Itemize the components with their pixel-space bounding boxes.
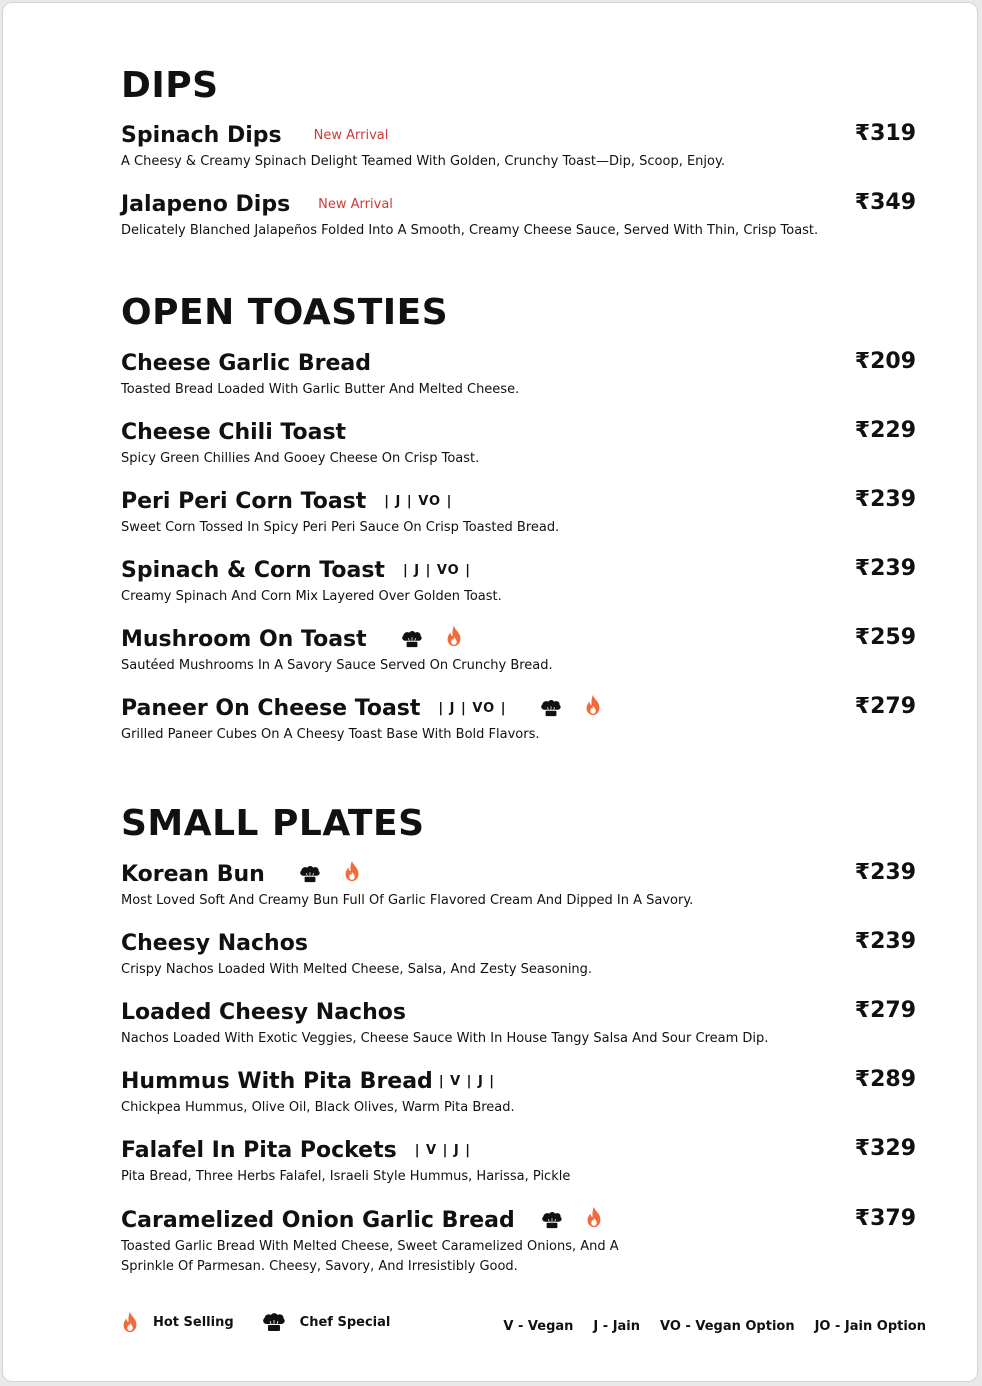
- item-description: Nachos Loaded With Exotic Veggies, Cheese Sauce With In House Tangy Salsa And Sour Cream Dip.: [121, 1031, 769, 1046]
- item-name: Hummus With Pita Bread: [121, 1068, 433, 1094]
- legend-vegan: V - Vegan: [503, 1319, 574, 1334]
- item-name: Cheesy Nachos: [121, 930, 308, 956]
- item-price: ₹279: [854, 694, 916, 719]
- item-name: Mushroom On Toast: [121, 626, 367, 652]
- new-arrival-badge: New Arrival: [318, 196, 393, 212]
- item-description: Grilled Paneer Cubes On A Cheesy Toast Base With Bold Flavors.: [121, 727, 540, 742]
- legend-vegan-option: VO - Vegan Option: [660, 1319, 795, 1334]
- menu-item: [121, 349, 916, 400]
- menu-item: [121, 418, 916, 469]
- menu-item: [121, 860, 916, 911]
- menu-item: [121, 694, 916, 745]
- new-arrival-badge: New Arrival: [313, 127, 389, 143]
- item-name: Spinach & Corn Toast: [121, 557, 385, 583]
- diet-tags: | V | J |: [414, 1142, 471, 1158]
- item-price: ₹379: [854, 1206, 916, 1231]
- chef-hat-icon: [541, 1211, 563, 1229]
- flame-icon: [343, 860, 361, 882]
- item-name: Spinach Dips: [121, 122, 282, 148]
- item-description: A Cheesy & Creamy Spinach Delight Teamed With Golden, Crunchy Toast—Dip, Scoop, Enjoy.: [121, 154, 725, 169]
- item-description: Toasted Bread Loaded With Garlic Butter And Melted Cheese.: [121, 382, 520, 397]
- item-name: Korean Bun: [121, 861, 265, 887]
- item-description: Sautéed Mushrooms In A Savory Sauce Served On Crunchy Bread.: [121, 658, 553, 673]
- section-title-small-plates: SMALL PLATES: [121, 803, 425, 844]
- menu-item: [121, 929, 916, 980]
- item-price: ₹239: [854, 929, 916, 954]
- item-description: Pita Bread, Three Herbs Falafel, Israeli Style Hummus, Harissa, Pickle: [121, 1169, 571, 1184]
- item-price: ₹289: [854, 1067, 916, 1092]
- item-name: Cheese Chili Toast: [121, 419, 347, 445]
- menu-item: [121, 625, 916, 676]
- chef-hat-icon: [262, 1312, 286, 1332]
- item-price: ₹209: [854, 349, 916, 374]
- legend-chef-special: Chef Special: [299, 1314, 391, 1330]
- item-name: Jalapeno Dips: [121, 191, 291, 217]
- legend-hot-selling: Hot Selling: [153, 1314, 234, 1330]
- diet-tags: | J | VO |: [402, 562, 472, 578]
- flame-icon: [121, 1311, 139, 1333]
- menu-page: [2, 2, 978, 1382]
- menu-item: [121, 1206, 916, 1277]
- chef-hat-icon: [401, 630, 423, 648]
- item-description: Delicately Blanched Jalapeños Folded Into A Smooth, Creamy Cheese Sauce, Served With Thin, Crisp Toast.: [121, 223, 819, 238]
- item-description-line: Toasted Garlic Bread With Melted Cheese, Sweet Caramelized Onions, And A: [121, 1239, 619, 1254]
- menu-item: [121, 556, 916, 607]
- menu-item: [121, 1136, 916, 1187]
- item-name: Peri Peri Corn Toast: [121, 488, 367, 514]
- item-name: Caramelized Onion Garlic Bread: [121, 1207, 515, 1233]
- item-price: ₹329: [854, 1136, 916, 1161]
- legend-jain-option: JO - Jain Option: [814, 1319, 926, 1334]
- diet-tags: | V | J |: [438, 1073, 496, 1089]
- menu-item: [121, 487, 916, 538]
- menu-item: [121, 121, 916, 172]
- chef-hat-icon: [540, 699, 562, 717]
- menu-item: [121, 1067, 916, 1118]
- diet-tags: | J | VO |: [384, 493, 453, 509]
- chef-hat-icon: [299, 865, 321, 883]
- item-price: ₹319: [854, 121, 916, 146]
- item-description: Spicy Green Chillies And Gooey Cheese On Crisp Toast.: [121, 451, 480, 466]
- menu-item: [121, 190, 916, 241]
- item-name: Cheese Garlic Bread: [121, 350, 371, 376]
- item-name: Paneer On Cheese Toast: [121, 695, 421, 721]
- item-price: ₹239: [854, 556, 916, 581]
- item-description: Most Loved Soft And Creamy Bun Full Of Garlic Flavored Cream And Dipped In A Savory.: [121, 893, 694, 908]
- section-title-open-toasties: OPEN TOASTIES: [121, 292, 449, 333]
- item-description: [121, 1237, 916, 1277]
- menu-item: [121, 998, 916, 1049]
- item-description: Crispy Nachos Loaded With Melted Cheese, Salsa, And Zesty Seasoning.: [121, 962, 593, 977]
- item-price: ₹259: [854, 625, 916, 650]
- item-price: ₹239: [854, 860, 916, 885]
- item-description: Sweet Corn Tossed In Spicy Peri Peri Sauce On Crisp Toasted Bread.: [121, 520, 560, 535]
- item-name: Falafel In Pita Pockets: [121, 1137, 397, 1163]
- item-price: ₹229: [854, 418, 916, 443]
- diet-tags: | J | VO |: [438, 700, 507, 716]
- flame-icon: [584, 694, 602, 716]
- item-price: ₹279: [854, 998, 916, 1023]
- section-title-dips: DIPS: [121, 65, 219, 106]
- item-price: ₹349: [854, 190, 916, 215]
- flame-icon: [445, 625, 463, 647]
- flame-icon: [585, 1206, 603, 1228]
- item-price: ₹239: [854, 487, 916, 512]
- legend-jain: J - Jain: [593, 1319, 641, 1334]
- item-description-line: Sprinkle Of Parmesan. Cheesy, Savory, And Irresistibly Good.: [121, 1259, 518, 1274]
- item-description: Chickpea Hummus, Olive Oil, Black Olives, Warm Pita Bread.: [121, 1100, 515, 1115]
- item-name: Loaded Cheesy Nachos: [121, 999, 406, 1025]
- item-description: Creamy Spinach And Corn Mix Layered Over Golden Toast.: [121, 589, 502, 604]
- legend: [121, 1311, 926, 1341]
